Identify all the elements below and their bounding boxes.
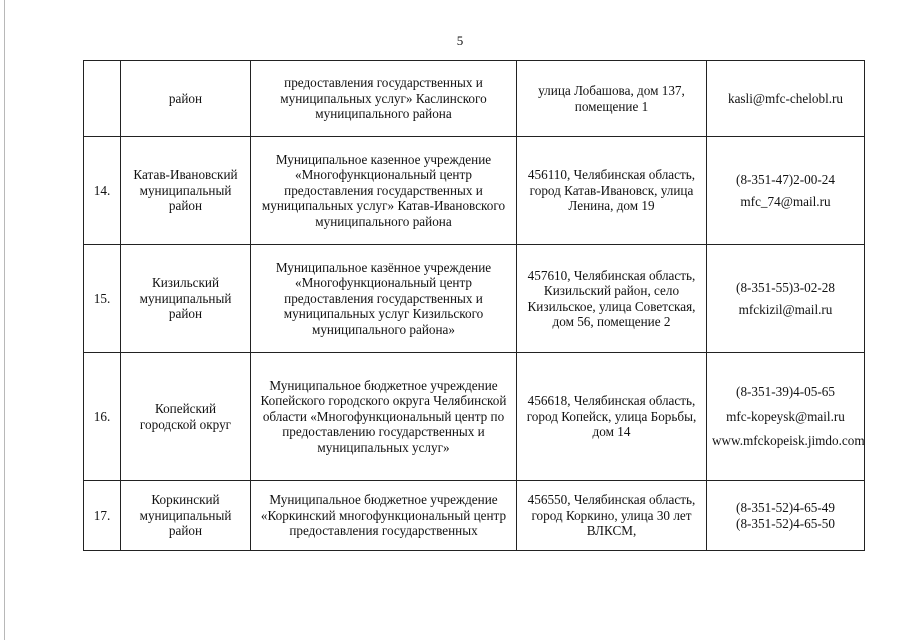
row-number: 17. — [84, 481, 121, 551]
district-cell: Кизильский муниципальный район — [121, 245, 251, 353]
contacts-cell — [707, 353, 865, 481]
row-number: 15. — [84, 245, 121, 353]
contact-email: mfc-kopeysk@mail.ru — [726, 408, 845, 424]
mfc-table — [83, 60, 865, 551]
contact-phone: (8-351-55)3-02-28 — [736, 279, 835, 295]
table-row — [84, 137, 865, 245]
district-cell: Копейский городской округ — [121, 353, 251, 481]
contacts-cell — [707, 61, 865, 137]
address-cell: 456550, Челябинская область, город Коркино, улица 30 лет ВЛКСМ, — [517, 481, 707, 551]
address-cell: улица Лобашова, дом 137, помещение 1 — [517, 61, 707, 137]
contacts-cell — [707, 245, 865, 353]
institution-cell: Муниципальное казённое учреждение «Многофункциональный центр предоставления государственных и муниципальных услуг Кизильского муниципального района» — [251, 245, 517, 353]
institution-cell: Муниципальное бюджетное учреждение «Коркинский многофункциональный центр предоставления государственных — [251, 481, 517, 551]
row-number: 14. — [84, 137, 121, 245]
contact-email: mfckizil@mail.ru — [738, 302, 833, 317]
table-row — [84, 481, 865, 551]
table-row — [84, 353, 865, 481]
row-number: 16. — [84, 353, 121, 481]
district-cell: район — [121, 61, 251, 137]
table-row — [84, 61, 865, 137]
contacts-cell — [707, 137, 865, 245]
contact-phone: (8-351-39)4-05-65 — [736, 384, 835, 400]
page-number: 5 — [456, 33, 464, 48]
address-cell: 456618, Челябинская область, город Копейск, улица Борьбы, дом 14 — [517, 353, 707, 481]
contact-phone: (8-351-47)2-00-24 — [736, 171, 835, 187]
address-cell: 457610, Челябинская область, Кизильский район, село Кизильское, улица Советская, дом 56, помещение 2 — [517, 245, 707, 353]
table-row — [84, 245, 865, 353]
contacts-cell — [707, 481, 865, 551]
district-cell: Коркинский муниципальный район — [121, 481, 251, 551]
institution-cell: Муниципальное бюджетное учреждение Копейского городского округа Челябинской области «Многофункциональный центр по предоставлению государственных и муниципальных услуг» — [251, 353, 517, 481]
contact-email: mfc_74@mail.ru — [740, 194, 831, 209]
address-cell: 456110, Челябинская область, город Катав-Ивановск, улица Ленина, дом 19 — [517, 137, 707, 245]
scan-edge-line — [4, 0, 5, 640]
institution-cell: Муниципальное казенное учреждение «Многофункциональный центр предоставления государственных и муниципальных услуг» Катав-Ивановского муниципального района — [251, 137, 517, 245]
row-number — [84, 61, 121, 137]
contact-phone: (8-351-52)4-65-49 — [736, 500, 835, 515]
contact-website: www.mfckopeisk.jimdo.com — [712, 433, 865, 449]
contact-email: kasli@mfc-chelobl.ru — [727, 90, 844, 106]
institution-cell: предоставления государственных и муниципальных услуг» Каслинского муниципального района — [251, 61, 517, 137]
district-cell: Катав-Ивановский муниципальный район — [121, 137, 251, 245]
contact-phone: (8-351-52)4-65-50 — [736, 515, 835, 531]
